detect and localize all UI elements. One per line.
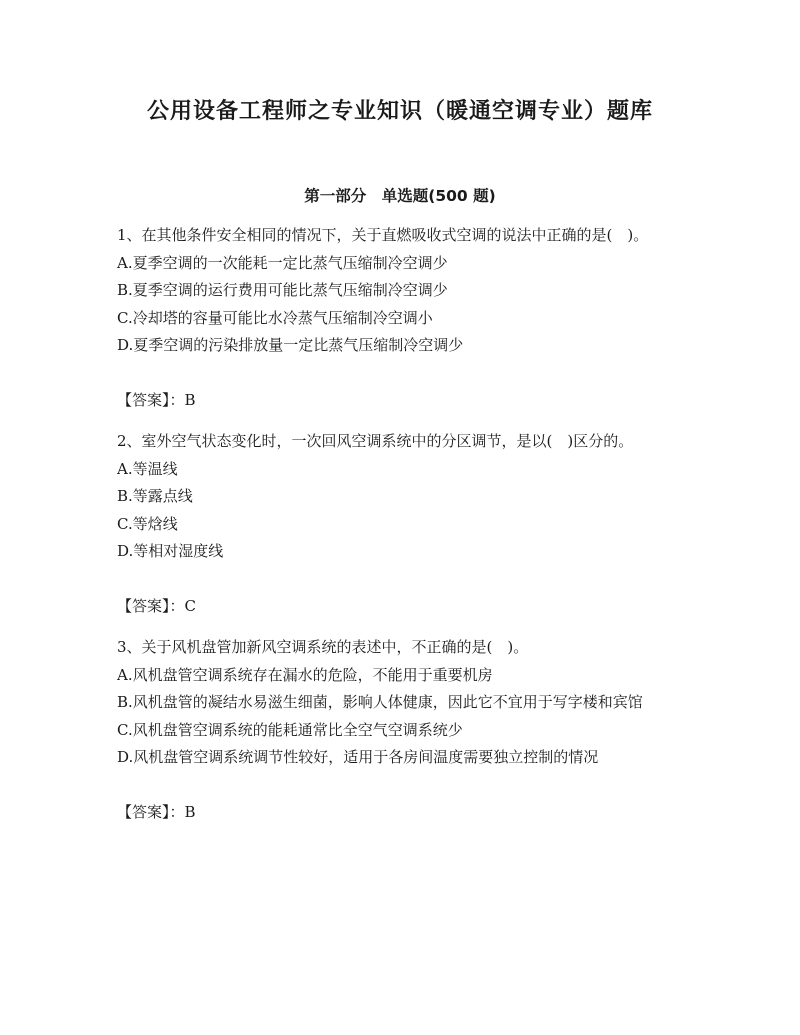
option-b: B.风机盘管的凝结水易滋生细菌，影响人体健康，因此它不宜用于写字楼和宾馆	[117, 693, 643, 711]
question-stem: 2、室外空气状态变化时，一次回风空调系统中的分区调节，是以( )区分的。	[117, 432, 634, 450]
option-b: B.夏季空调的运行费用可能比蒸气压缩制冷空调少	[117, 281, 448, 299]
question-3	[117, 634, 683, 826]
answer-label: 【答案】	[117, 596, 170, 615]
answer-value: ：B	[169, 390, 196, 409]
option-d: D.等相对湿度线	[117, 542, 224, 560]
question-list	[117, 222, 683, 826]
option-a: A.等温线	[117, 459, 178, 478]
option-a: A.夏季空调的一次能耗一定比蒸气压缩制冷空调少	[117, 253, 448, 272]
answer-line	[117, 799, 683, 827]
option-c: C.冷却塔的容量可能比水冷蒸气压缩制冷空调小	[117, 308, 433, 327]
option-d: D.风机盘管空调系统调节性较好，适用于各房间温度需要独立控制的情况	[117, 748, 599, 766]
answer-label: 【答案】	[117, 390, 170, 409]
section-title: 第一部分 单选题(500 题)	[304, 187, 496, 205]
answer-label: 【答案】	[117, 802, 170, 821]
answer-value: ：C	[169, 596, 196, 615]
option-c: C.等焓线	[117, 514, 178, 533]
question-stem: 3、关于风机盘管加新风空调系统的表述中，不正确的是( )。	[117, 638, 529, 656]
option-c: C.风机盘管空调系统的能耗通常比全空气空调系统少	[117, 720, 463, 739]
answer-line	[117, 593, 683, 621]
answer-line	[117, 387, 683, 415]
question-1	[117, 222, 683, 428]
document-title: 公用设备工程师之专业知识（暖通空调专业）题库	[146, 99, 653, 124]
question-2	[117, 428, 683, 634]
question-stem: 1、在其他条件安全相同的情况下，关于直燃吸收式空调的说法中正确的是( )。	[117, 226, 649, 244]
answer-value: ：B	[169, 802, 196, 821]
option-d: D.夏季空调的污染排放量一定比蒸气压缩制冷空调少	[117, 336, 464, 354]
option-a: A.风机盘管空调系统存在漏水的危险，不能用于重要机房	[117, 665, 493, 684]
option-b: B.等露点线	[117, 487, 193, 505]
